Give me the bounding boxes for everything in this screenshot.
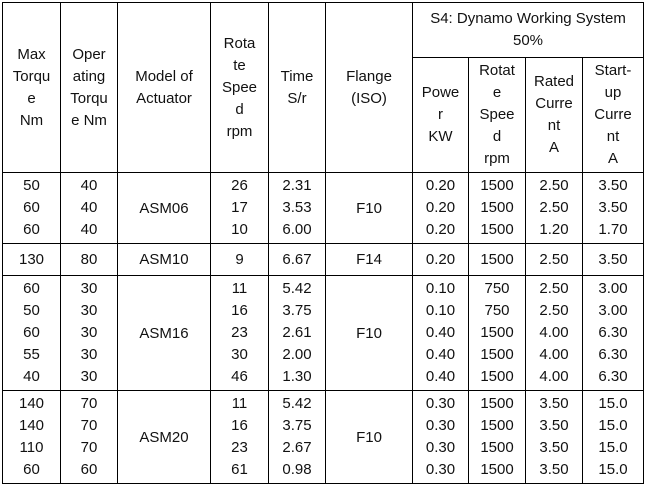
cell-operating-torque: 70 70 70 60 <box>61 391 118 484</box>
cell-rated-current: 2.50 2.50 4.00 4.00 4.00 <box>526 276 583 391</box>
cell-model: ASM06 <box>118 173 211 244</box>
cell-power: 0.30 0.30 0.30 0.30 <box>413 391 469 484</box>
cell-rotate-speed: 11 16 23 61 <box>211 391 269 484</box>
header-s4-working-system: S4: Dynamo Working System 50% <box>413 3 644 58</box>
cell-motor-speed: 1500 1500 1500 <box>469 173 526 244</box>
header-rated-current: Rated Curre nt A <box>526 58 583 173</box>
table-row-asm20 <box>3 391 644 484</box>
cell-operating-torque: 80 <box>61 244 118 276</box>
cell-model: ASM20 <box>118 391 211 484</box>
cell-motor-speed: 1500 <box>469 244 526 276</box>
cell-model: ASM16 <box>118 276 211 391</box>
cell-flange: F10 <box>326 276 413 391</box>
cell-flange: F10 <box>326 391 413 484</box>
header-rotate-speed: Rota te Spee d rpm <box>211 3 269 173</box>
cell-max-torque: 140 140 110 60 <box>3 391 61 484</box>
cell-time: 6.67 <box>269 244 326 276</box>
header-motor-speed: Rotat e Spee d rpm <box>469 58 526 173</box>
table-row-asm10 <box>3 244 644 276</box>
cell-operating-torque: 30 30 30 30 30 <box>61 276 118 391</box>
header-model: Model of Actuator <box>118 3 211 173</box>
cell-startup-current: 3.50 3.50 1.70 <box>583 173 644 244</box>
cell-power: 0.20 0.20 0.20 <box>413 173 469 244</box>
cell-motor-speed: 1500 1500 1500 1500 <box>469 391 526 484</box>
header-operating-torque: Oper ating Torqu e Nm <box>61 3 118 173</box>
cell-power: 0.10 0.10 0.40 0.40 0.40 <box>413 276 469 391</box>
cell-time: 5.42 3.75 2.61 2.00 1.30 <box>269 276 326 391</box>
cell-max-torque: 60 50 60 55 40 <box>3 276 61 391</box>
cell-startup-current: 15.0 15.0 15.0 15.0 <box>583 391 644 484</box>
cell-rotate-speed: 26 17 10 <box>211 173 269 244</box>
table-row-asm06 <box>3 173 644 244</box>
cell-rotate-speed: 11 16 23 30 46 <box>211 276 269 391</box>
cell-time: 2.31 3.53 6.00 <box>269 173 326 244</box>
header-startup-current: Start- up Curre nt A <box>583 58 644 173</box>
actuator-spec-table <box>2 2 644 484</box>
cell-power: 0.20 <box>413 244 469 276</box>
header-power: Powe r KW <box>413 58 469 173</box>
table-row-asm16 <box>3 276 644 391</box>
cell-startup-current: 3.00 3.00 6.30 6.30 6.30 <box>583 276 644 391</box>
cell-rated-current: 2.50 2.50 1.20 <box>526 173 583 244</box>
cell-rated-current: 2.50 <box>526 244 583 276</box>
header-max-torque: Max Torqu e Nm <box>3 3 61 173</box>
cell-max-torque: 130 <box>3 244 61 276</box>
cell-rotate-speed: 9 <box>211 244 269 276</box>
header-flange: Flange (ISO) <box>326 3 413 173</box>
cell-time: 5.42 3.75 2.67 0.98 <box>269 391 326 484</box>
cell-motor-speed: 750 750 1500 1500 1500 <box>469 276 526 391</box>
cell-flange: F10 <box>326 173 413 244</box>
cell-startup-current: 3.50 <box>583 244 644 276</box>
cell-model: ASM10 <box>118 244 211 276</box>
cell-operating-torque: 40 40 40 <box>61 173 118 244</box>
header-time: Time S/r <box>269 3 326 173</box>
cell-rated-current: 3.50 3.50 3.50 3.50 <box>526 391 583 484</box>
cell-flange: F14 <box>326 244 413 276</box>
cell-max-torque: 50 60 60 <box>3 173 61 244</box>
